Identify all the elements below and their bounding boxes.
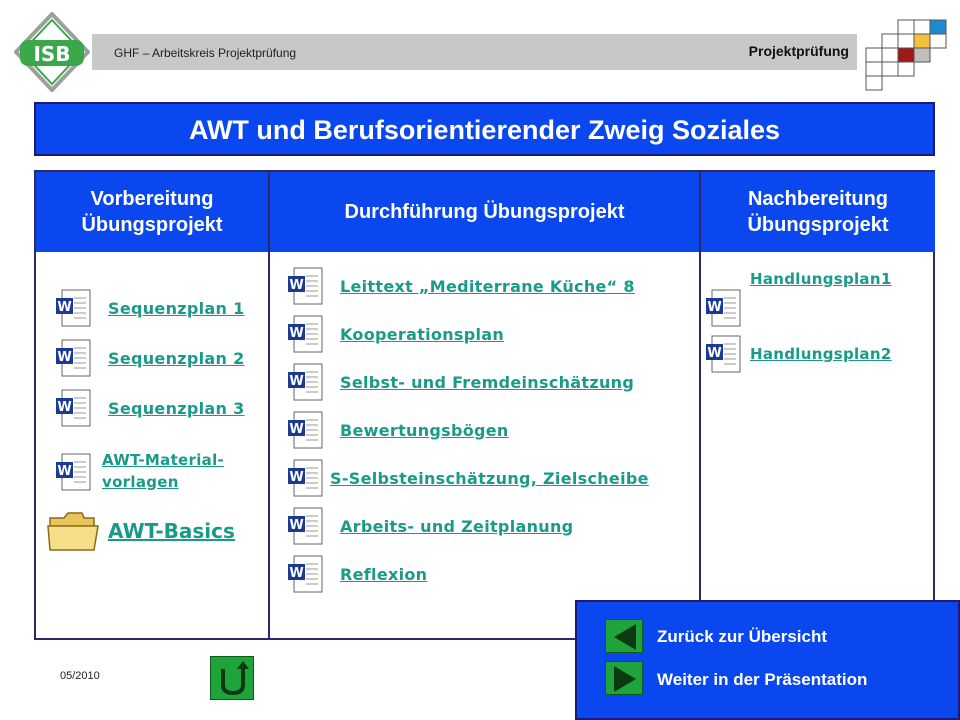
word-document-icon <box>286 458 326 498</box>
header-section: Projektprüfung <box>748 43 849 59</box>
svg-text:W: W <box>289 518 304 533</box>
doc-arbeits-zeitplanung[interactable] <box>286 506 573 546</box>
doc-s-selbsteinschaetzung[interactable] <box>286 458 649 498</box>
column-header-nachbereitung <box>701 172 935 252</box>
svg-text:W: W <box>707 346 722 361</box>
svg-text:W: W <box>57 300 72 315</box>
word-document-icon <box>54 288 94 328</box>
navigation-panel <box>575 600 960 720</box>
return-arrow-icon <box>211 657 255 701</box>
column-header-line: Durchführung Übungsprojekt <box>344 201 625 223</box>
header-subtitle: GHF – Arbeitskreis Projektprüfung <box>114 46 297 60</box>
header-bar <box>92 34 857 70</box>
column-header-line: Vorbereitung <box>90 188 214 210</box>
isb-logo <box>14 12 90 92</box>
reflexion-link[interactable]: Reflexion <box>340 564 428 584</box>
doc-awt-materialvorlagen[interactable] <box>54 450 224 494</box>
word-document-icon <box>54 338 94 378</box>
word-document-icon <box>54 388 94 428</box>
link-line: AWT-Material- <box>102 451 225 469</box>
decorative-grid <box>862 14 952 96</box>
page-title-box <box>34 102 935 156</box>
s-selbsteinschaetzung-link[interactable]: S-Selbsteinschätzung, Zielscheibe <box>330 468 649 488</box>
svg-text:W: W <box>57 463 72 479</box>
bewertungsboegen-link[interactable]: Bewertungsbögen <box>340 420 509 440</box>
awt-materialvorlagen-link[interactable] <box>102 450 224 494</box>
doc-reflexion[interactable] <box>286 554 427 594</box>
nav-back-label[interactable]: Zurück zur Übersicht <box>657 627 828 646</box>
nav-next-label[interactable]: Weiter in der Präsentation <box>657 670 868 689</box>
svg-text:W: W <box>289 566 304 581</box>
column-header-line: Übungsprojekt <box>81 214 223 236</box>
word-document-icon <box>704 288 744 328</box>
doc-bewertungsboegen[interactable] <box>286 410 509 450</box>
footer-date: 05/2010 <box>60 670 100 682</box>
folder-awt-basics[interactable] <box>46 508 235 554</box>
word-document-icon <box>54 452 94 492</box>
leittext-link[interactable]: Leittext „Mediterrane Küche“ 8 <box>340 276 635 296</box>
svg-text:W: W <box>289 374 304 389</box>
doc-sequenzplan-2[interactable] <box>54 338 245 378</box>
awt-basics-link[interactable]: AWT-Basics <box>108 519 235 543</box>
triangle-right-icon <box>606 662 644 696</box>
selbst-fremdeinschaetzung-link[interactable]: Selbst- und Fremdeinschätzung <box>340 372 635 392</box>
doc-sequenzplan-1[interactable] <box>54 288 245 328</box>
svg-text:W: W <box>289 422 304 437</box>
word-document-icon <box>286 266 326 306</box>
link-line: vorlagen <box>102 472 179 491</box>
word-document-icon <box>286 314 326 354</box>
project-table <box>34 170 935 640</box>
column-header-line: Übungsprojekt <box>747 214 889 236</box>
word-document-icon <box>286 506 326 546</box>
handlungsplan-1-link[interactable]: Handlungsplan1 <box>750 270 892 288</box>
word-document-icon <box>286 362 326 402</box>
doc-sequenzplan-3[interactable] <box>54 388 245 428</box>
folder-icon <box>46 508 102 554</box>
column-header-durchfuehrung <box>270 172 699 252</box>
svg-text:W: W <box>289 278 304 293</box>
word-document-icon <box>286 410 326 450</box>
kooperationsplan-link[interactable]: Kooperationsplan <box>340 324 505 344</box>
handlungsplan-2-link[interactable]: Handlungsplan2 <box>750 345 892 363</box>
column-header-vorbereitung <box>36 172 268 252</box>
triangle-left-icon <box>606 620 644 654</box>
nav-next-button[interactable] <box>605 661 643 695</box>
doc-leittext[interactable] <box>286 266 635 306</box>
svg-text:W: W <box>57 400 72 415</box>
return-button[interactable] <box>210 656 254 700</box>
sequenzplan-1-link[interactable]: Sequenzplan 1 <box>108 298 245 318</box>
svg-text:W: W <box>57 350 72 365</box>
isb-logo-text: ISB <box>33 42 71 66</box>
svg-text:W: W <box>289 470 304 485</box>
arbeits-zeitplanung-link[interactable]: Arbeits- und Zeitplanung <box>340 516 574 536</box>
word-document-icon <box>704 334 744 374</box>
sequenzplan-3-link[interactable]: Sequenzplan 3 <box>108 398 245 418</box>
page-title: AWT und Berufsorientierender Zweig Soziales <box>188 115 781 145</box>
doc-handlungsplan-2[interactable] <box>704 334 892 374</box>
nav-back-button[interactable] <box>605 619 643 653</box>
word-document-icon <box>286 554 326 594</box>
sequenzplan-2-link[interactable]: Sequenzplan 2 <box>108 348 245 368</box>
svg-text:W: W <box>289 326 304 341</box>
column-header-line: Nachbereitung <box>747 188 889 210</box>
doc-handlungsplan-1[interactable] <box>704 270 892 328</box>
doc-kooperationsplan[interactable] <box>286 314 504 354</box>
doc-selbst-fremdeinschaetzung[interactable] <box>286 362 634 402</box>
svg-text:W: W <box>707 300 722 315</box>
